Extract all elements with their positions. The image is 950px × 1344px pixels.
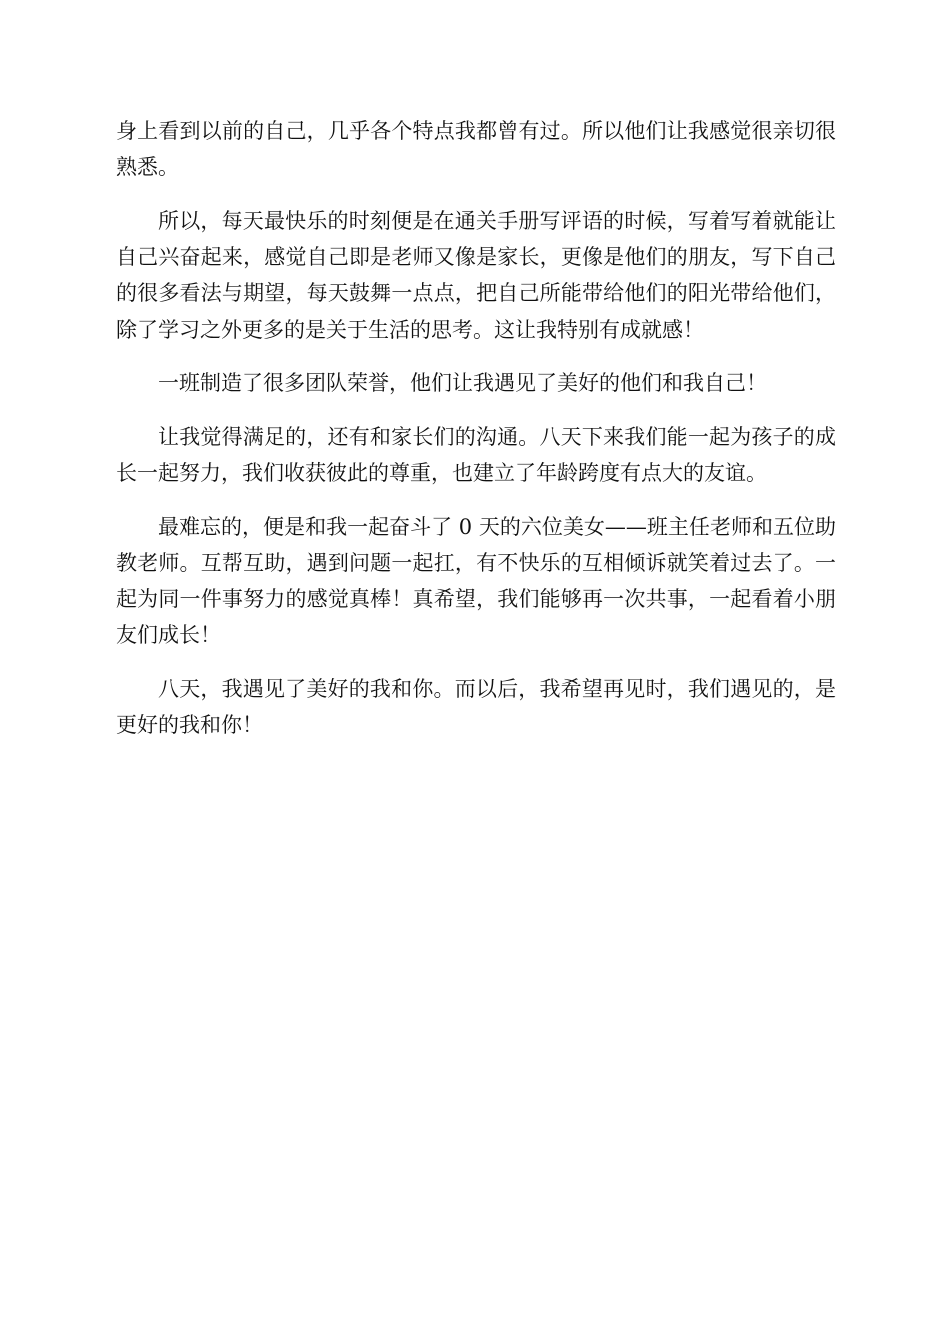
paragraph-parents: 让我觉得满足的，还有和家长们的沟通。八天下来我们能一起为孩子的成长一起努力，我们收获彼此的尊重，也建立了年龄跨度有点大的友谊。	[116, 424, 836, 486]
paragraph-colleagues: 最难忘的，便是和我一起奋斗了 0 天的六位美女——班主任老师和五位助教老师。互帮互助，遇到问题一起扛，有不快乐的互相倾诉就笑着过去了。一起为同一件事努力的感觉真棒！真希望，我们能够再一次共事，一起看着小朋友们成长！	[116, 514, 836, 648]
paragraph-class-honor: 一班制造了很多团队荣誉，他们让我遇见了美好的他们和我自己！	[158, 371, 767, 396]
paragraph-continued: 身上看到以前的自己，几乎各个特点我都曾有过。所以他们让我感觉很亲切很熟悉。	[116, 119, 836, 180]
document-page	[116, 113, 836, 761]
paragraph-closing: 八天，我遇见了美好的我和你。而以后，我希望再见时，我们遇见的，是更好的我和你！	[116, 677, 836, 738]
paragraph-comments: 所以，每天最快乐的时刻便是在通关手册写评语的时候，写着写着就能让自己兴奋起来，感觉自己即是老师又像是家长，更像是他们的朋友，写下自己的很多看法与期望，每天鼓舞一点点，把自己所能带给他们的阳光带给他们，除了学习之外更多的是关于生活的思考。这让我特别有成就感！	[116, 208, 836, 342]
